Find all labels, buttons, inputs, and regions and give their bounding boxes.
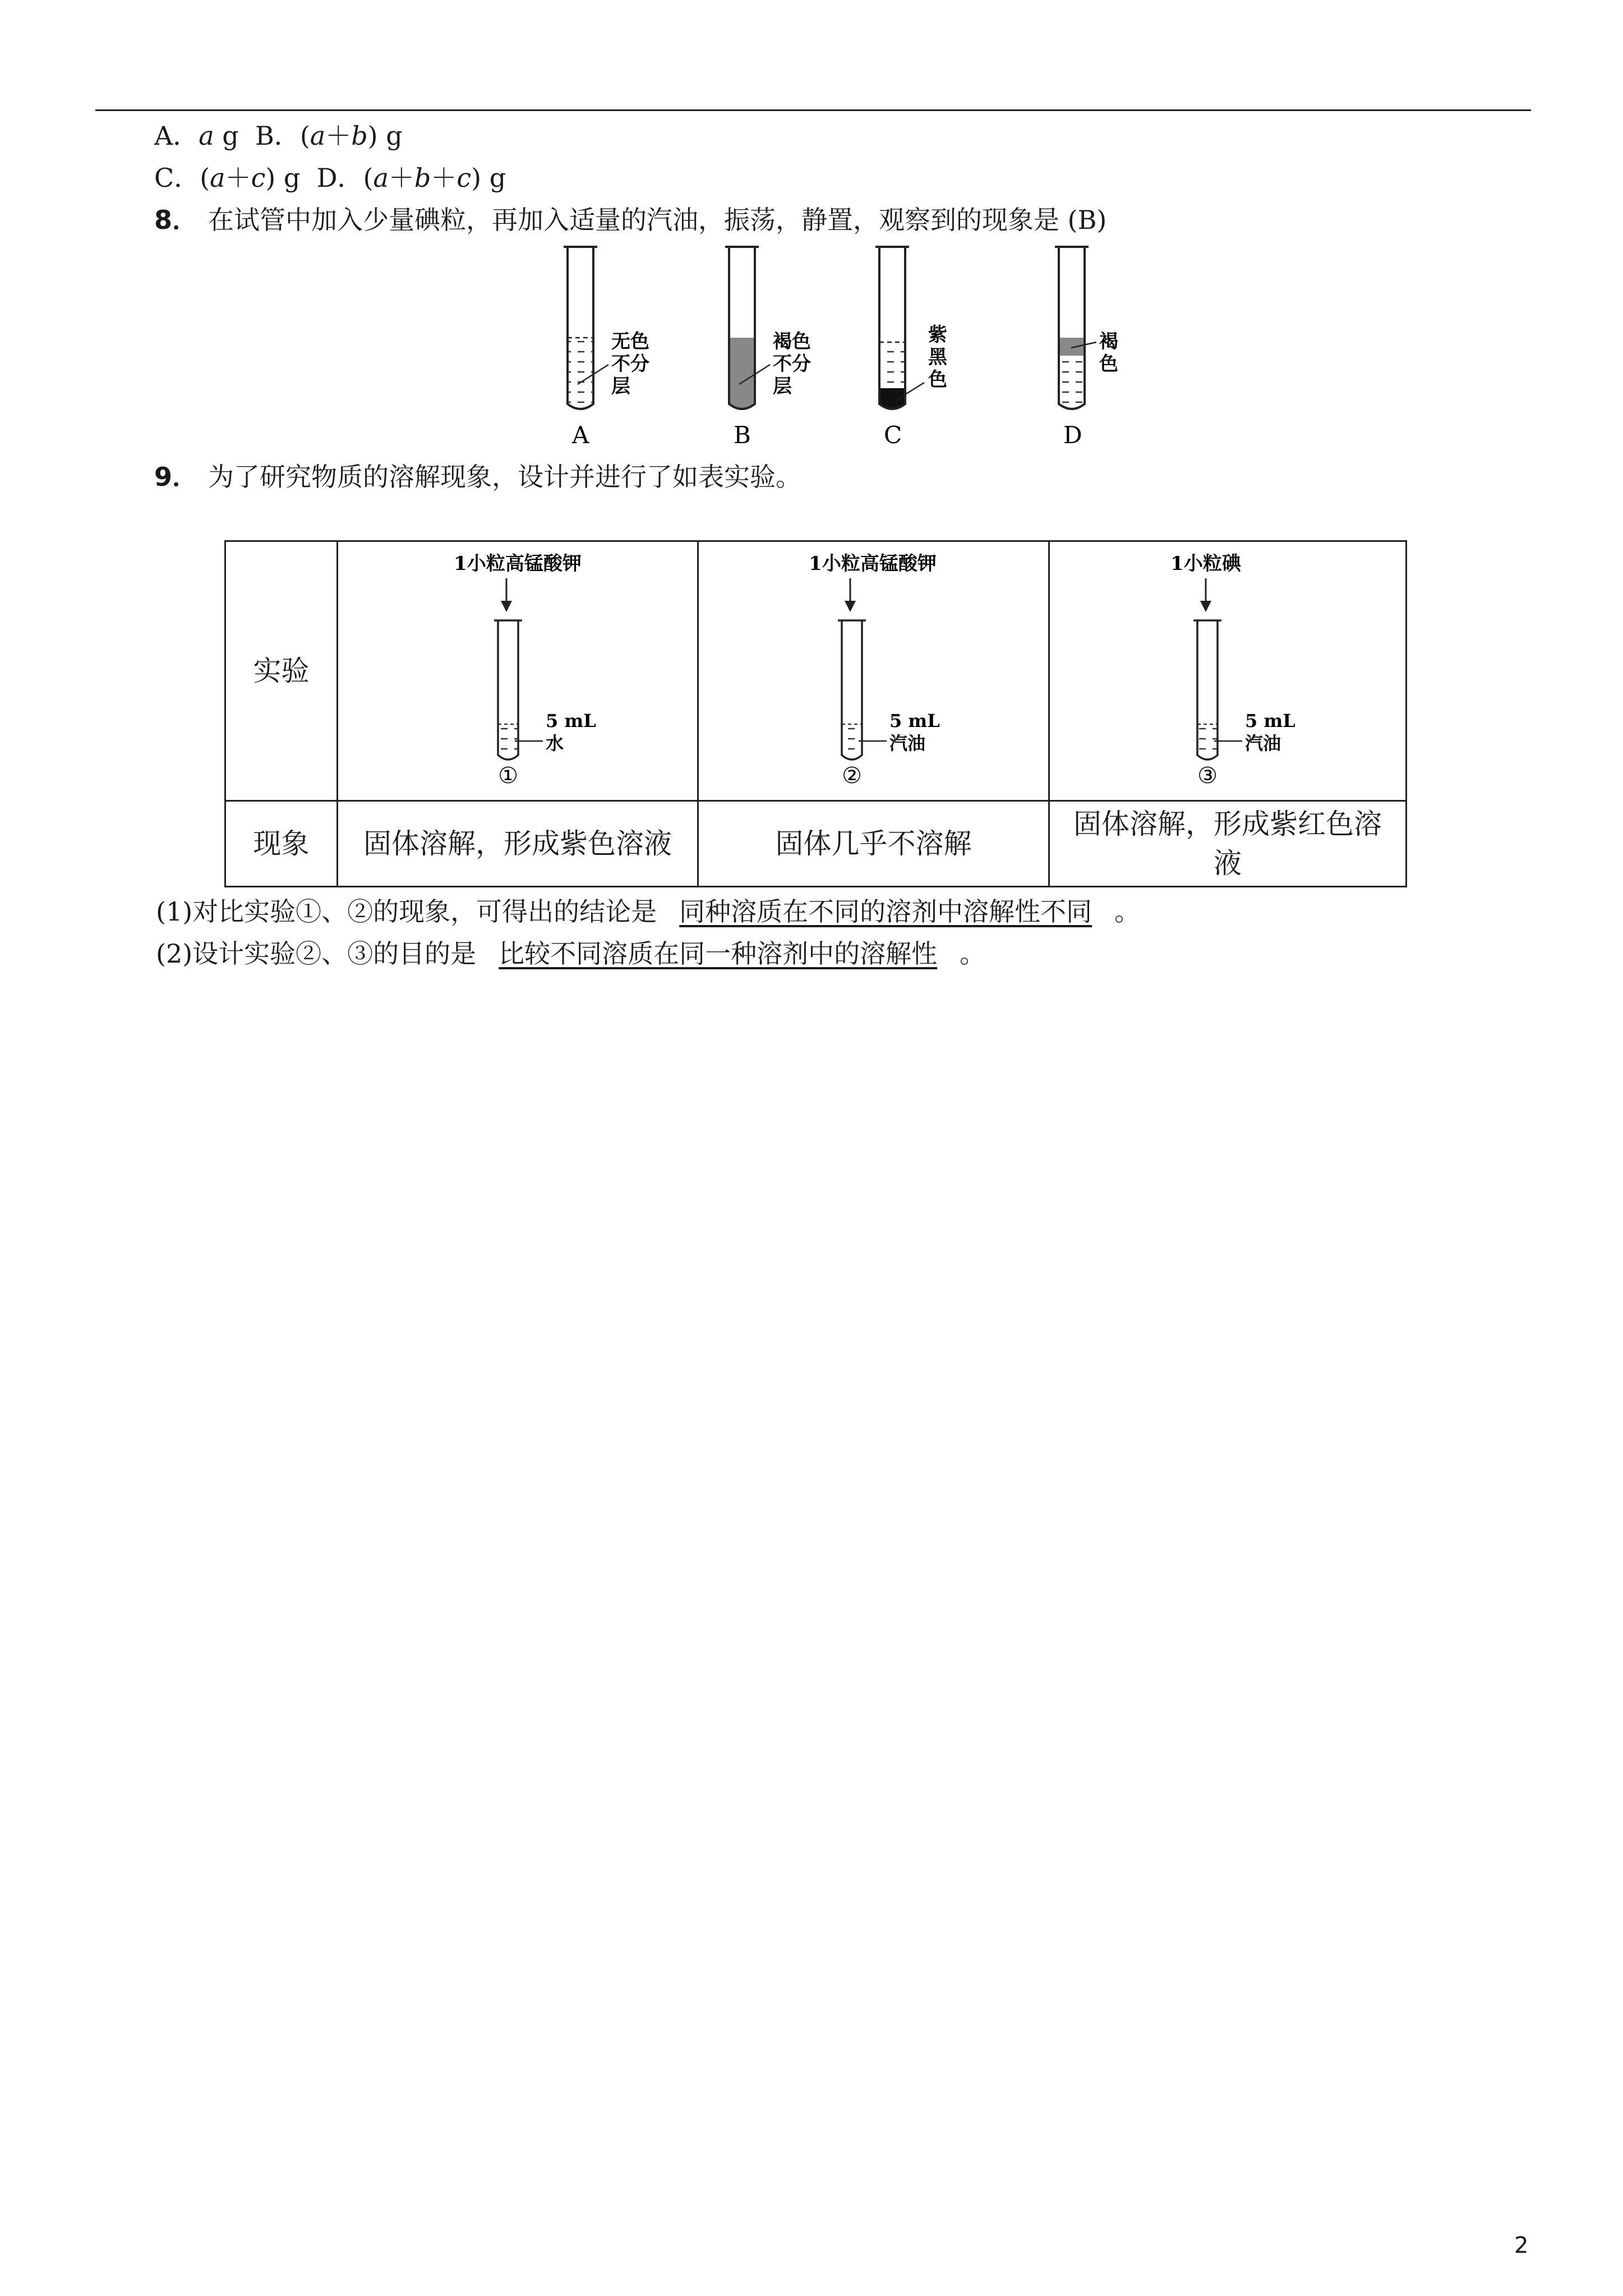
experiment-1-cell <box>338 541 698 801</box>
q9-stem <box>154 460 801 494</box>
tube-b <box>725 247 811 449</box>
option-a-letter: A． <box>154 121 199 151</box>
exp2-solvent: 汽油 <box>889 733 926 754</box>
exp3-phenomenon-line-2: 液 <box>1214 847 1242 880</box>
option-d-text: (a＋b＋c) g <box>363 163 506 193</box>
q9-sub2-prefix: (2)设计实验②、③的目的是 <box>156 938 477 969</box>
q9-sub1 <box>156 895 1140 928</box>
exp1-solute: 1小粒高锰酸钾 <box>454 553 582 575</box>
tube-a-label-1: 无色 <box>611 330 649 353</box>
q8-number: 8． <box>154 205 199 235</box>
q9-sub2 <box>156 937 985 970</box>
option-a-text: a g <box>199 121 239 151</box>
exp3-index: ③ <box>1197 763 1218 789</box>
page-number: 2 <box>1514 2233 1529 2258</box>
option-b-letter: B． <box>255 121 300 151</box>
exp3-phenomenon-line-1: 固体溶解，形成紫红色溶 <box>1073 808 1382 840</box>
tube-b-letter: B <box>734 421 751 449</box>
tube-b-label-2: 不分 <box>773 353 811 375</box>
tube-a-letter: A <box>572 421 589 449</box>
experiment-2-cell <box>698 541 1049 801</box>
experiment-3-diagram <box>1050 542 1405 800</box>
q8-stem-text: 在试管中加入少量碘粒，再加入适量的汽油，振荡，静置，观察到的现象是 <box>208 205 1060 235</box>
row-label-experiment: 实验 <box>225 541 338 801</box>
tube-c-label-2: 黑 <box>928 346 947 369</box>
exp3-phenomenon-cell <box>1049 801 1407 887</box>
q8-test-tubes-figure <box>550 236 1144 454</box>
experiment-1-diagram <box>338 542 697 800</box>
tube-c-label-1: 紫 <box>928 324 947 346</box>
exp3-solvent: 汽油 <box>1245 733 1281 754</box>
table-row-experiment <box>225 541 1407 801</box>
q9-stem-text: 为了研究物质的溶解现象，设计并进行了如表实验。 <box>208 462 802 492</box>
exp1-solvent: 水 <box>546 733 564 754</box>
exp2-volume: 5 mL <box>889 710 940 731</box>
q9-sub2-answer: 比较不同溶质在同一种溶剂中的溶解性 <box>499 938 938 969</box>
tube-a-label-2: 不分 <box>611 353 649 375</box>
tube-b-label-3: 层 <box>773 375 792 398</box>
q7-options-row-2 <box>154 161 506 195</box>
q9-sub1-suffix: 。 <box>1114 896 1141 927</box>
exp2-phenomenon: 固体几乎不溶解 <box>698 801 1049 887</box>
tube-c <box>875 247 948 449</box>
exp2-index: ② <box>842 763 862 789</box>
option-d-letter: D． <box>316 163 363 193</box>
tube-d-label-2: 色 <box>1099 353 1118 375</box>
tube-a-label-3: 层 <box>611 375 630 398</box>
option-c-letter: C． <box>154 163 200 193</box>
tube-d <box>1055 247 1118 449</box>
exp2-solute: 1小粒高锰酸钾 <box>809 553 937 575</box>
tube-d-letter: D <box>1063 421 1082 449</box>
exp1-phenomenon: 固体溶解，形成紫色溶液 <box>338 801 698 887</box>
q9-number: 9． <box>154 462 199 492</box>
header-rule <box>95 109 1531 111</box>
q9-sub2-suffix: 。 <box>960 938 986 969</box>
tube-c-label-3: 色 <box>928 369 947 391</box>
tube-c-letter: C <box>884 421 902 449</box>
tube-d-label-1: 褐 <box>1099 330 1118 353</box>
q9-experiment-table <box>224 540 1407 887</box>
option-c-text: (a＋c) g <box>200 163 301 193</box>
q7-options-row-1 <box>154 119 403 153</box>
option-b-text: (a＋b) g <box>299 121 403 151</box>
exp1-volume: 5 mL <box>546 710 596 731</box>
q8-answer: (B) <box>1067 205 1107 235</box>
exp3-volume: 5 mL <box>1245 710 1295 731</box>
row-label-phenomenon: 现象 <box>225 801 338 887</box>
exp1-index: ① <box>498 763 518 789</box>
exp3-solute: 1小粒碘 <box>1170 553 1241 575</box>
q9-sub1-prefix: (1)对比实验①、②的现象，可得出的结论是 <box>156 896 657 927</box>
tube-a <box>564 247 649 449</box>
experiment-3-cell <box>1049 541 1407 801</box>
q8-stem <box>154 203 1106 237</box>
tube-b-label-1: 褐色 <box>773 330 811 353</box>
table-row-phenomenon <box>225 801 1407 887</box>
experiment-2-diagram <box>699 542 1048 800</box>
q9-sub1-answer: 同种溶质在不同的溶剂中溶解性不同 <box>679 896 1092 927</box>
